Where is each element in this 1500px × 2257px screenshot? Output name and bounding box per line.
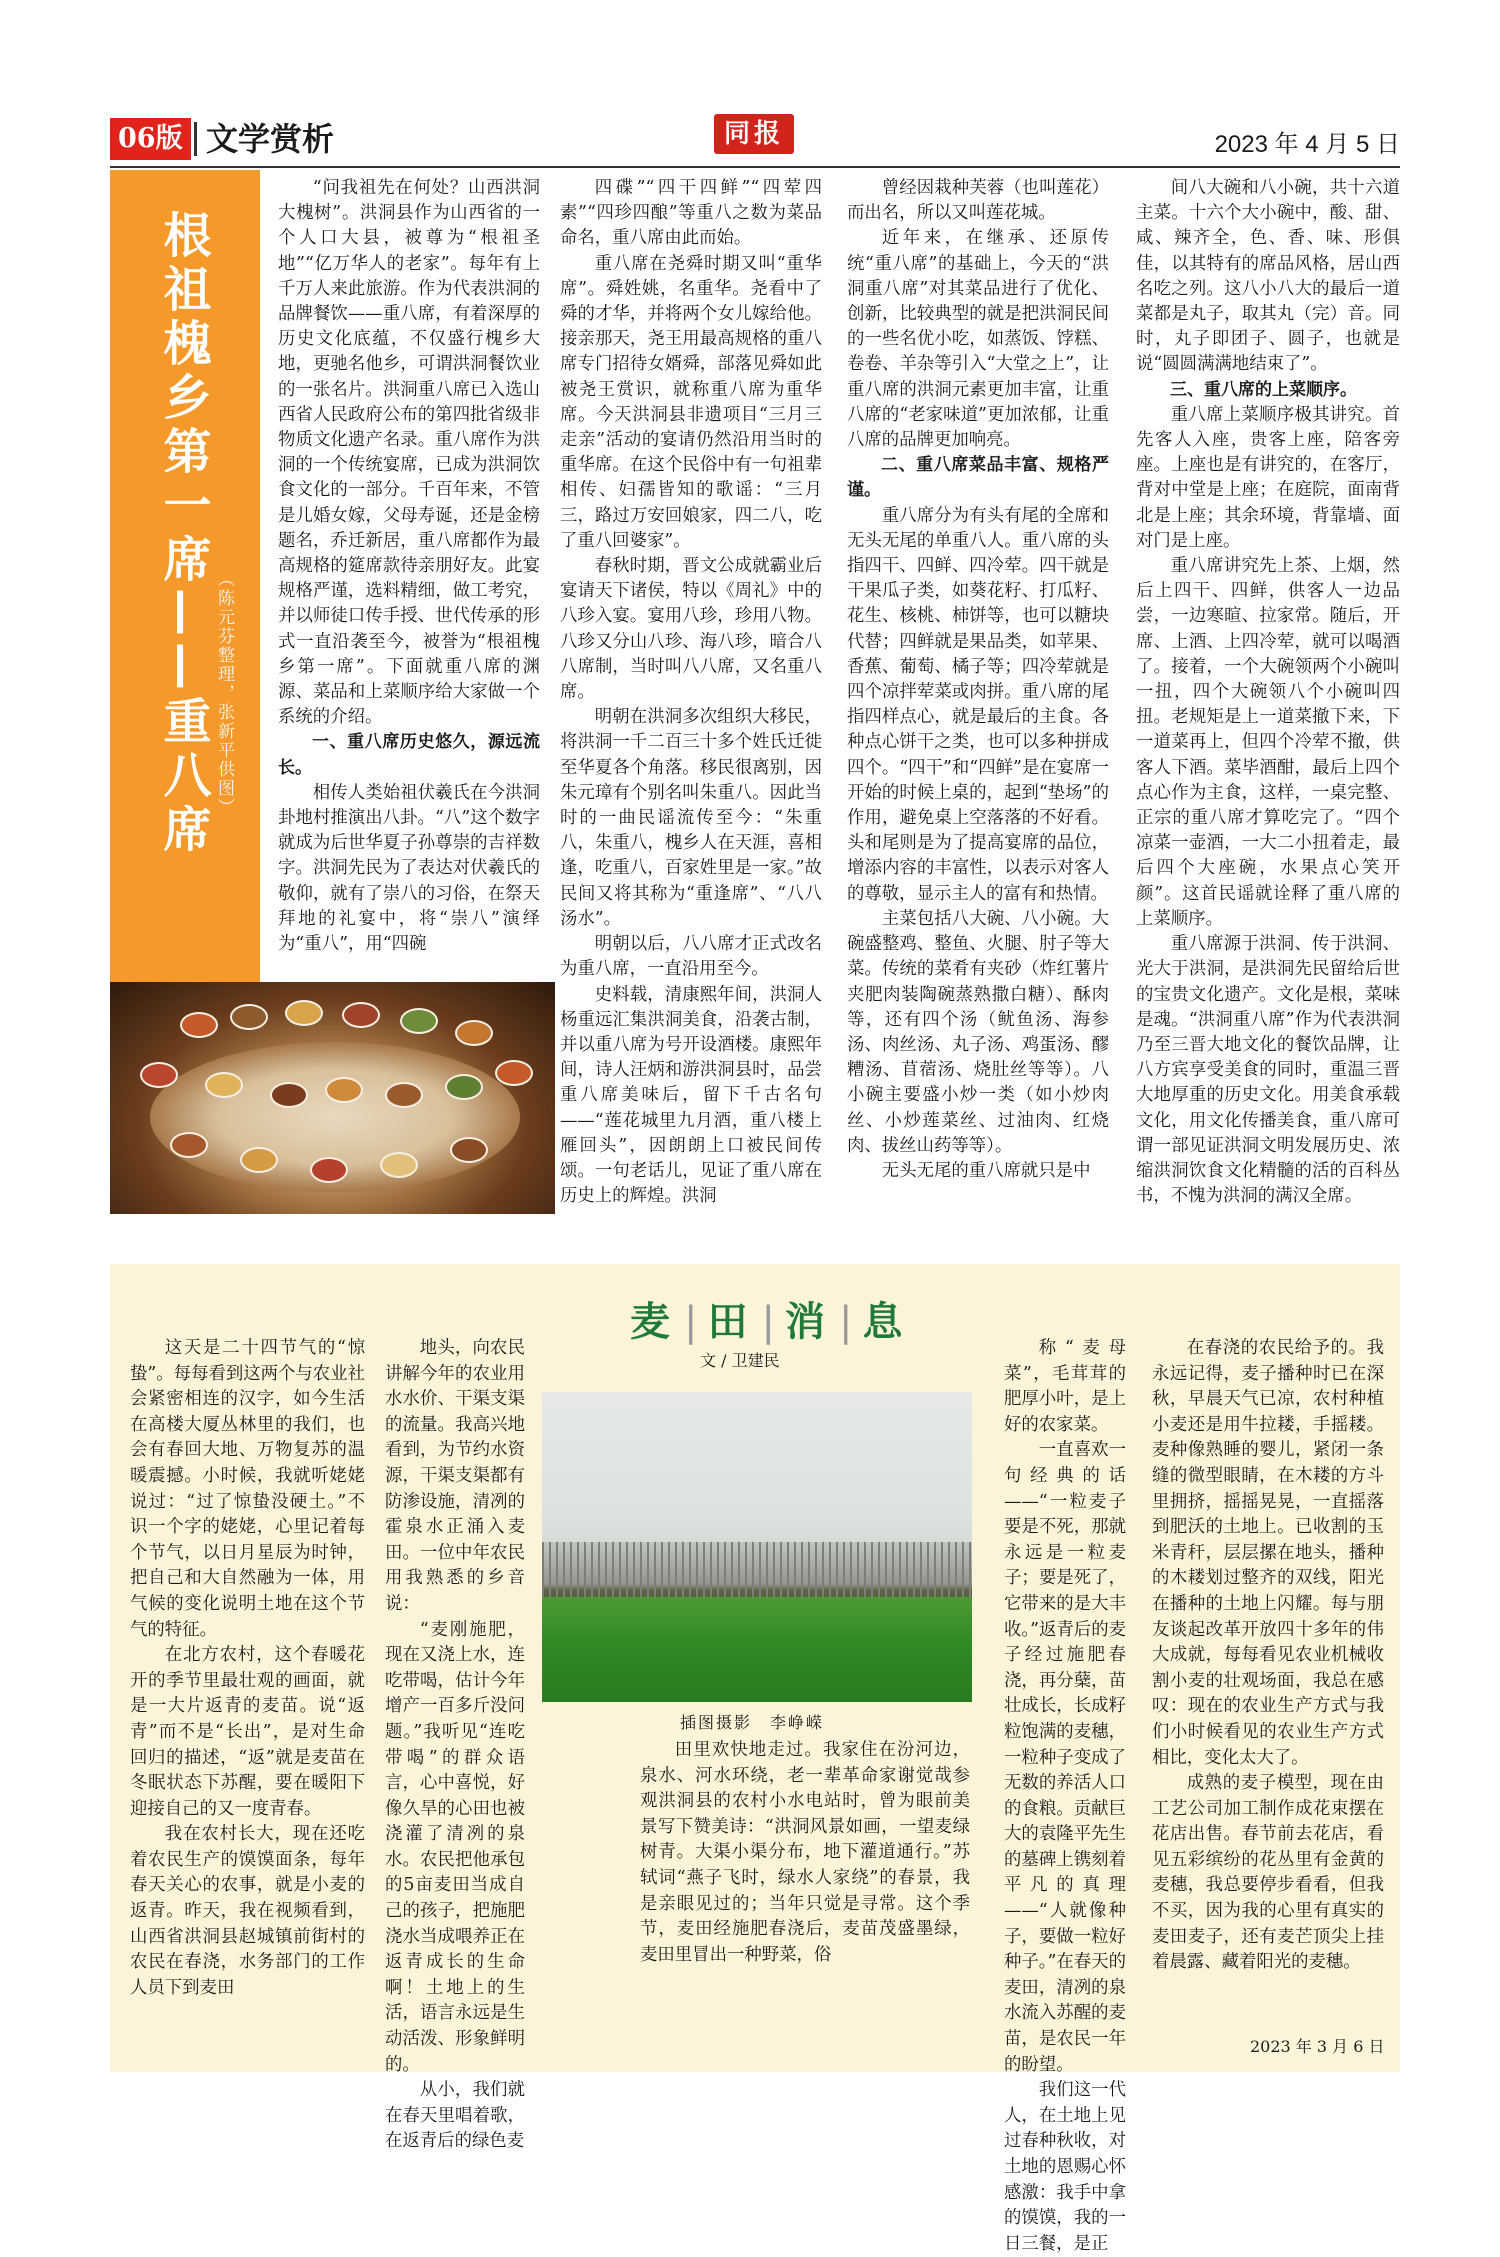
paragraph: 这天是二十四节气的“惊蛰”。每每看到这两个与农业社会紧密相连的汉字，如今生活在高楼大厦丛林里的我们，也会有春回大地、万物复苏的温暖震撼。小时候，我就听姥姥说过：“过了惊蛰没硬土。”不识一个字的姥姥，心里记着每个节气，以日月星辰为时钟，把自己和大自然融为一体，用气候的变化说明土地在这个节气的特征。 bbox=[130, 1338, 365, 1640]
header-divider bbox=[194, 122, 197, 156]
paragraph: 间八大碗和八小碗，共十六道主菜。十六个大小碗中，酸、甜、咸、辣齐全，色、香、味、形俱佳，以其特有的席品风格，居山西名吃之列。这八小八大的最后一道菜都是丸子，取其丸（完）音。同时，丸子即团子、圆子，也就是说“圆圆满满地结束了”。 bbox=[1136, 178, 1400, 375]
article2-column-3 bbox=[640, 1738, 970, 2056]
dish-shape bbox=[240, 1147, 278, 1173]
paragraph: “麦刚施肥，现在又浇上水，连吃带喝，估计今年增产一百多斤没问题。”我听见“连吃带喝”的群众语言，心中喜悦，好像久旱的心田也被浇灌了清冽的泉水。农民把他承包的5亩麦田当成自己的孩子，把施肥浇水当成喂养正在返青成长的生命啊！土地上的生活，语言永远是生动活泼、形象鲜明的。 bbox=[385, 1619, 525, 2075]
title-char: 息 bbox=[862, 1299, 917, 1345]
dish-shape bbox=[180, 1012, 218, 1038]
paragraph: 相传人类始祖伏羲氏在今洪洞卦地村推演出八卦。“八”这个数字就成为后世华夏子孙尊崇的吉祥数字。洪洞先民为了表达对伏羲氏的敬仰，就有了崇八的习俗，在祭天拜地的礼宴中，将“崇八”演绎为“重八”，用“四碗 bbox=[278, 782, 540, 955]
article1-column-4 bbox=[1136, 176, 1400, 1216]
paragraph: 一直喜欢一句经典的话——“一粒麦子要是不死，那就永远是一粒麦子；要是死了，它带来的是大丰收。”返青后的麦子经过施肥春浇，再分蘖，苗壮成长，长成籽粒饱满的麦穗，一粒种子变成了无数的养活人口的食粮。贡献巨大的袁隆平先生的墓碑上镌刻着平凡的真理——“人就像种子，要做一粒好种子。”在春天的麦田，清冽的泉水流入苏醒的麦苗，是农民一年的盼望。 bbox=[1004, 1440, 1126, 2075]
photo-caption: 插图摄影 李峥嵘 bbox=[680, 1713, 825, 1732]
paragraph: 重八席分为有头有尾的全席和无头无尾的单重八人。重八席的头指四干、四鲜、四冷荤。四干就是干果瓜子类，如葵花籽、打瓜籽、花生、核桃、柿饼等，也可以糖块代替；四鲜就是果品类，如苹果、香蕉、葡萄、橘子等；四冷荤就是四个凉拌荤菜或肉拼。重八席的尾指四样点心，就是最后的主食。各种点心饼干之类，也可以多种拼成四个。“四干”和“四鲜”是在宴席一开始的时候上桌的，起到“垫场”的作用，避免桌上空落落的不好看。头和尾则是为了提高宴席的品位，增添内容的丰富性，以表示对客人的尊敬，显示主人的富有和热情。 bbox=[847, 505, 1109, 904]
dish-shape bbox=[310, 1157, 348, 1183]
dish-shape bbox=[140, 1062, 178, 1088]
dish-shape bbox=[400, 1008, 438, 1034]
dish-shape bbox=[445, 1074, 483, 1100]
banquet-photo bbox=[110, 982, 555, 1214]
paragraph: 重八席在尧舜时期又叫“重华席”。舜姓姚，名重华。尧看中了舜的才华，并将两个女儿嫁给他。接亲那天，尧王用最高规格的重八席专门招待女婿舜，部落见舜如此被尧王赏识，就称重八席为重华席。今天洪洞县非遗项目“三月三走亲”活动的宴请仍然沿用当时的重华席。在这个民俗中有一句祖辈相传、妇孺皆知的歌谣：“三月三，路过万安回娘家，四二八，吃了重八回婆家”。 bbox=[560, 253, 822, 551]
article2-title: 麦|田|消|息 bbox=[630, 1299, 917, 1345]
article-credit: （陈元芬整理，张新平供图） bbox=[214, 570, 234, 817]
dish-shape bbox=[170, 1132, 208, 1158]
masthead-logo: 同报 bbox=[714, 114, 794, 154]
paragraph: 我在农村长大，现在还吃着农民生产的馍馍面条，每年春天关心的农事，就是小麦的返青。昨天，我在视频看到，山西省洪洞县赵城镇前街村的农民在春浇，水务部门的工作人员下到麦田 bbox=[130, 1824, 365, 1998]
paragraph: 成熟的麦子模型，现在由工艺公司加工制作成花束摆在花店出售。春节前去花店，看见五彩缤纷的花丛里有金黄的麦穗，我总要停步看看，但我不买，因为我的心里有真实的麦田麦子，还有麦芒顶尖上挂着晨露、藏着阳光的麦穗。 bbox=[1152, 1773, 1384, 1973]
article1-column-1 bbox=[278, 176, 540, 976]
title-char: 麦 bbox=[630, 1299, 684, 1345]
paragraph: 主菜包括八大碗、八小碗。大碗盛整鸡、整鱼、火腿、肘子等大菜。传统的菜肴有夹砂（炸红薯片夹肥肉装陶碗蒸熟撒白糖）、酥肉等，还有四个汤（鱿鱼汤、海参汤、肉丝汤、丸子汤、鸡蛋汤、醪糟汤、苜蓿汤、烧肚丝等等）。八小碗主要盛小炒一类（如小炒肉丝、小炒莲菜丝、过油肉、红烧肉、拔丝山药等等）。 bbox=[847, 908, 1109, 1156]
paragraph: 重八席上菜顺序极其讲究。首先客人入座，贵客上座，陪客旁座。上座也是有讲究的，在客厅，背对中堂是上座；在庭院，面南背北是上座；其余环境，背靠墙、面对门是上座。 bbox=[1136, 404, 1400, 551]
paragraph: 重八席源于洪洞、传于洪洞、光大于洪洞，是洪洞先民留给后世的宝贵文化遗产。文化是根，菜味是魂。“洪洞重八席”作为代表洪洞乃至三晋大地文化的餐饮品牌，让八方宾享受美食的同时，重温三晋大地厚重的历史文化。用美食承载文化，用文化传播美食，重八席可谓一部见证洪洞文明发展历史、浓缩洪洞饮食文化精髓的活的百科丛书，不愧为洪洞的满汉全席。 bbox=[1136, 934, 1400, 1207]
article2-byline: 文 / 卫建民 bbox=[700, 1351, 780, 1370]
dish-shape bbox=[385, 1082, 423, 1108]
dish-shape bbox=[325, 1077, 363, 1103]
paragraph: 在春浇的农民给予的。我永远记得，麦子播种时已在深秋，早晨天气已凉，农村种植小麦还是用牛拉耧，手摇耧。麦种像熟睡的婴儿，紧闭一条缝的微型眼睛，在木耧的方斗里拥挤，摇摇晃晃，一直摇落到肥沃的土地上。已收割的玉米青秆，层层摞在地头，播种的木耧划过整齐的双线，阳光在播种的土地上闪耀。每与朋友谈起改革开放四十多年的伟大成就，每每看见农业机械收割小麦的壮观场面，我总在感叹：现在的农业生产方式与我们小时候看见的农业生产方式相比，变化太大了。 bbox=[1152, 1338, 1384, 1768]
dish-shape bbox=[495, 1060, 533, 1086]
article1-column-3 bbox=[847, 176, 1109, 1216]
paragraph: 在北方农村，这个春暖花开的季节里最壮观的画面，就是一大片返青的麦苗。说“返青”而不是“长出”，是对生命回归的描述，“返”就是麦苗在冬眠状态下苏醒，要在暖阳下迎接自己的又一度青春。 bbox=[130, 1645, 365, 1819]
dish-shape bbox=[205, 1072, 243, 1098]
paragraph: 无头无尾的重八席就只是中 bbox=[881, 1160, 1091, 1181]
dish-shape bbox=[380, 1152, 418, 1178]
section-heading: 二、重八席菜品丰富、规格严谨。 bbox=[847, 455, 1109, 501]
dish-shape bbox=[450, 1137, 488, 1163]
paragraph: 近年来，在继承、还原传统“重八席”的基础上，今天的“洪洞重八席”对其菜品进行了优化、创新，比较典型的就是把洪洞民间的一些名优小吃，如蒸饭、饽糕、卷卷、羊杂等引入“大堂之上”，让重八席的洪洞元素更加丰富，让重八席的“老家味道”更加浓郁，让重八席的品牌更加响亮。 bbox=[847, 228, 1109, 451]
paragraph: 称“麦母菜”，毛茸茸的肥厚小叶，是上好的农家菜。 bbox=[1004, 1338, 1126, 1435]
article1-column-2 bbox=[560, 176, 822, 1216]
article2-column-4 bbox=[1004, 1336, 1126, 2254]
dish-shape bbox=[230, 1004, 268, 1030]
paragraph: 从小，我们就在春天里唱着歌，在返青后的绿色麦 bbox=[385, 2080, 525, 2152]
paragraph: 地头，向农民讲解今年的农业用水水价、干渠支渠的流量。我高兴地看到，为节约水资源，干渠支渠都有防渗设施，清冽的霍泉水正涌入麦田。一位中年农民用我熟悉的乡音说： bbox=[385, 1338, 525, 1614]
section-heading: 一、重八席历史悠久，源远流长。 bbox=[278, 732, 540, 778]
paragraph: “问我祖先在何处？山西洪洞大槐树”。洪洞县作为山西省的一个人口大县，被尊为“根祖圣地”“亿万华人的老家”。每年有上千万人来此旅游。作为代表洪洞的品牌餐饮——重八席，有着深厚的历史文化底蕴，不仅盛行槐乡大地，更驰名他乡，可谓洪洞餐饮业的一张名片。洪洞重八席已入选山西省人民政府公布的第四批省级非物质文化遗产名录。重八席作为洪洞的一个传统宴席，已成为洪洞饮食文化的一部分。千百年来，不管是儿婚女嫁，父母寿诞，还是金榜题名，乔迁新居，重八席都作为最高规格的筵席款待亲朋好友。此宴规格严谨，选料精细，做工考究，并以师徒口传手授、世代传承的形式一直沿袭至今，被誉为“根祖槐乡第一席”。下面就重八席的渊源、菜品和上菜顺序给大家做一个系统的介绍。 bbox=[278, 178, 540, 728]
dish-shape bbox=[270, 1082, 308, 1108]
title-char: 消 bbox=[784, 1299, 839, 1345]
page-header bbox=[110, 118, 1400, 166]
paragraph: 春秋时期，晋文公成就霸业后宴请天下诸侯，特以《周礼》中的八珍入宴。宴用八珍，珍用八物。八珍又分山八珍、海八珍，暗合八八席制，当时叫八八席，又名重八席。 bbox=[560, 556, 822, 703]
tree-line-shape bbox=[542, 1542, 972, 1602]
article2-column-1 bbox=[130, 1336, 365, 2056]
dish-shape bbox=[342, 1002, 380, 1028]
paragraph: 我们这一代人，在土地上见过春种秋收，对土地的恩赐心怀感激：我手中拿的馍馍，我的一日三餐，是正 bbox=[1004, 2080, 1126, 2254]
paragraph: 田里欢快地走过。我家住在汾河边，泉水、河水环绕，老一辈革命家谢觉哉参观洪洞县的农村小水电站时，曾为眼前美景写下赞美诗：“洪洞风景如画，一望麦绿树青。大渠小渠分布，地下灌道通行。”苏轼词“燕子飞时，绿水人家绕”的春景，我是亲眼见过的；当年只觉是寻常。这个季节，麦田经施肥春浇后，麦苗茂盛墨绿，麦田里冒出一种野菜，俗 bbox=[640, 1740, 970, 1965]
section-title: 文学赏析 bbox=[206, 120, 335, 158]
dish-shape bbox=[455, 1020, 493, 1046]
paragraph: 史料载，清康熙年间，洪洞人杨重远汇集洪洞美食，沿袭古制，并以重八席为号开设酒楼。康熙年间，诗人汪炳和游洪洞县时，品尝重八席美味后，留下千古名句——“莲花城里九月酒，重八楼上雁回头”，因朗朗上口被民间传颂。一句老话儿，见证了重八席在历史上的辉煌。洪洞 bbox=[560, 984, 822, 1207]
article2-column-2 bbox=[385, 1336, 525, 2152]
article2-signoff: 2023 年 3 月 6 日 bbox=[1250, 2037, 1385, 2056]
paragraph: 四碟”“四干四鲜”“四荤四素”“四珍四酿”等重八之数为菜品命名，重八席由此而始。 bbox=[560, 178, 822, 249]
paragraph: 重八席讲究先上茶、上烟，然后上四干、四鲜，供客人一边品尝，一边寒暄、拉家常。随后，开席、上酒、上四冷荤，就可以喝酒了。接着，一个大碗领两个小碗叫一扭，四个大碗领八个小碗叫四扭。老规矩是上一道菜撤下来，下一道菜再上，但四个冷荤不撤，供客人下酒。菜毕酒酣，最后上四个点心作为主食，这样，一桌完整、正宗的重八席才算吃完了。“四个凉菜一壶酒，一大二小扭着走，最后四个大座碗，水果点心笑开颜”。这首民谣就诠释了重八席的上菜顺序。 bbox=[1136, 556, 1400, 929]
title-char: 田 bbox=[707, 1299, 762, 1345]
paragraph: 明朝以后，八八席才正式改名为重八席，一直沿用至今。 bbox=[560, 934, 822, 980]
field-shape bbox=[542, 1597, 972, 1702]
paragraph: 曾经因栽种芙蓉（也叫莲花）而出名，所以又叫莲花城。 bbox=[847, 178, 1109, 224]
article2-column-5 bbox=[1152, 1336, 1384, 2026]
section-heading: 三、重八席的上菜顺序。 bbox=[1170, 379, 1357, 400]
edition-label: 06版 bbox=[110, 118, 191, 160]
dish-shape bbox=[285, 1000, 323, 1026]
paragraph: 明朝在洪洞多次组织大移民，将洪洞一千二百三十多个姓氏迁徙至华夏各个角落。移民很离别，因朱元璋有个别名叫朱重八。因此当时的一曲民谣流传至今：“朱重八，朱重八，槐乡人在天涯，喜相逢，吃重八，百家姓里是一家。”故民间又将其称为“重逢席”、“八八汤水”。 bbox=[560, 707, 822, 929]
article-title: 根祖槐乡第一席——重八席 bbox=[155, 210, 211, 858]
header-rule bbox=[110, 166, 1400, 168]
issue-date: 2023 年 4 月 5 日 bbox=[1214, 131, 1400, 158]
wheat-field-photo bbox=[542, 1392, 972, 1702]
